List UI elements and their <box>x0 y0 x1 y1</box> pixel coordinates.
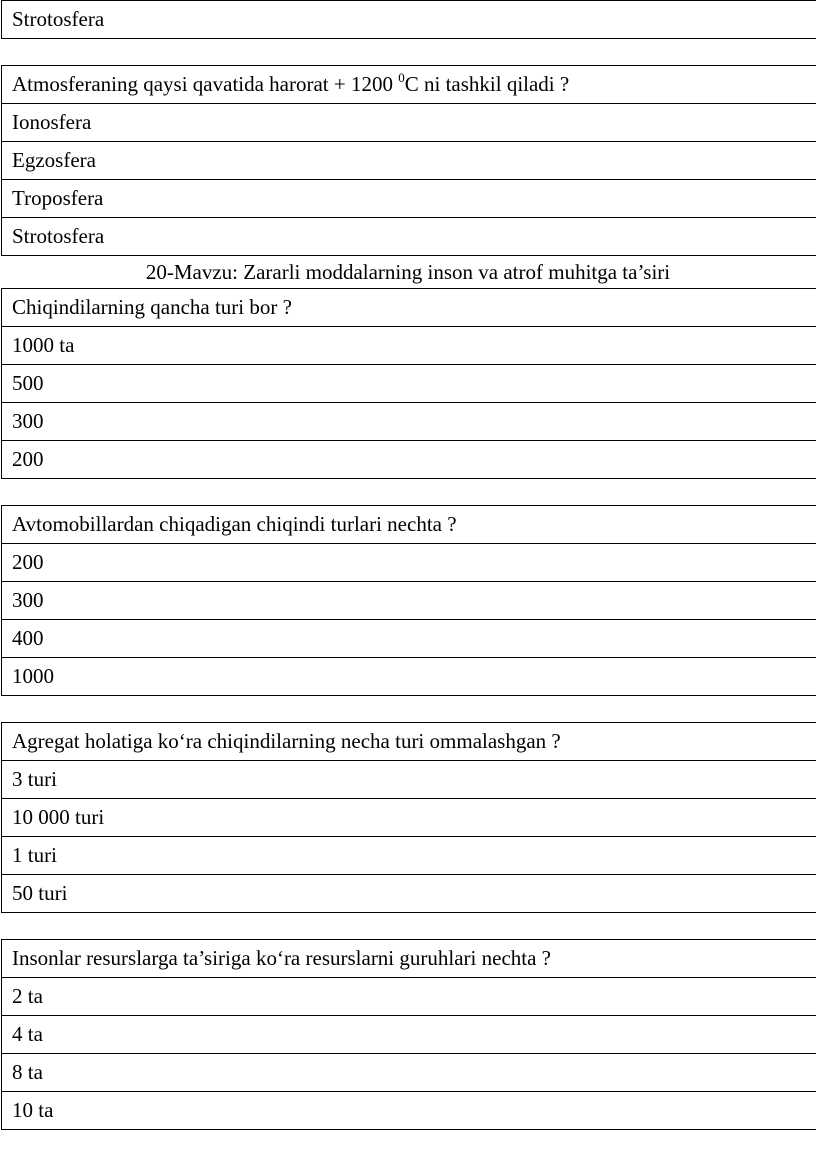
option-text: 2 ta <box>2 978 816 1016</box>
option-row <box>2 218 816 256</box>
option-text: Strotosfera <box>2 1 816 39</box>
option-text: Strotosfera <box>2 218 816 256</box>
option-text: 1 turi <box>2 837 816 875</box>
option-text: Ionosfera <box>2 104 816 142</box>
option-text: Troposfera <box>2 180 816 218</box>
option-row <box>2 978 816 1016</box>
option-row <box>2 142 816 180</box>
option-text: 8 ta <box>2 1054 816 1092</box>
question-text: Atmosferaning qaysi qavatida harorat + 1200 $^0$C ni tashkil qiladi ? <box>2 66 816 104</box>
option-text: 1000 ta <box>2 327 816 365</box>
option-row <box>2 441 816 479</box>
option-text: 300 <box>2 582 816 620</box>
option-text: 10 000 turi <box>2 799 816 837</box>
question-table-waste-types <box>1 288 816 479</box>
option-row <box>2 582 816 620</box>
option-text: 3 turi <box>2 761 816 799</box>
option-row <box>2 1 816 39</box>
option-row <box>2 620 816 658</box>
option-text: 1000 <box>2 658 816 696</box>
option-row <box>2 403 816 441</box>
option-row <box>2 761 816 799</box>
option-row <box>2 837 816 875</box>
question-text: Insonlar resurslarga ta’siriga ko‘ra resurslarni guruhlari nechta ? <box>2 940 816 978</box>
question-row <box>2 723 816 761</box>
option-row <box>2 1092 816 1130</box>
question-table-previous <box>1 0 816 39</box>
option-text: 4 ta <box>2 1016 816 1054</box>
option-text: Egzosfera <box>2 142 816 180</box>
option-text: 50 turi <box>2 875 816 913</box>
question-text: Agregat holatiga ko‘ra chiqindilarning necha turi ommalashgan ? <box>2 723 816 761</box>
option-row <box>2 365 816 403</box>
option-row <box>2 327 816 365</box>
option-row <box>2 1054 816 1092</box>
option-text: 400 <box>2 620 816 658</box>
option-text: 10 ta <box>2 1092 816 1130</box>
option-row <box>2 799 816 837</box>
question-table-car-waste <box>1 505 816 696</box>
option-row <box>2 875 816 913</box>
option-text: 200 <box>2 441 816 479</box>
superscript-degree: 0 <box>398 70 405 85</box>
question-text: Avtomobillardan chiqadigan chiqindi turlari nechta ? <box>2 506 816 544</box>
question-row <box>2 506 816 544</box>
topic-heading: 20-Mavzu: Zararli moddalarning inson va atrof muhitga ta’siri <box>145 260 671 284</box>
question-table-atmosphere <box>1 65 816 256</box>
question-text: Chiqindilarning qancha turi bor ? <box>2 289 816 327</box>
option-row <box>2 1016 816 1054</box>
option-text: 500 <box>2 365 816 403</box>
option-row <box>2 180 816 218</box>
option-row <box>2 544 816 582</box>
option-text: 200 <box>2 544 816 582</box>
option-text: 300 <box>2 403 816 441</box>
option-row <box>2 104 816 142</box>
question-table-aggregate-state <box>1 722 816 913</box>
question-row <box>2 289 816 327</box>
question-row <box>2 940 816 978</box>
question-row <box>2 66 816 104</box>
option-row <box>2 658 816 696</box>
question-table-resource-groups <box>1 939 816 1130</box>
